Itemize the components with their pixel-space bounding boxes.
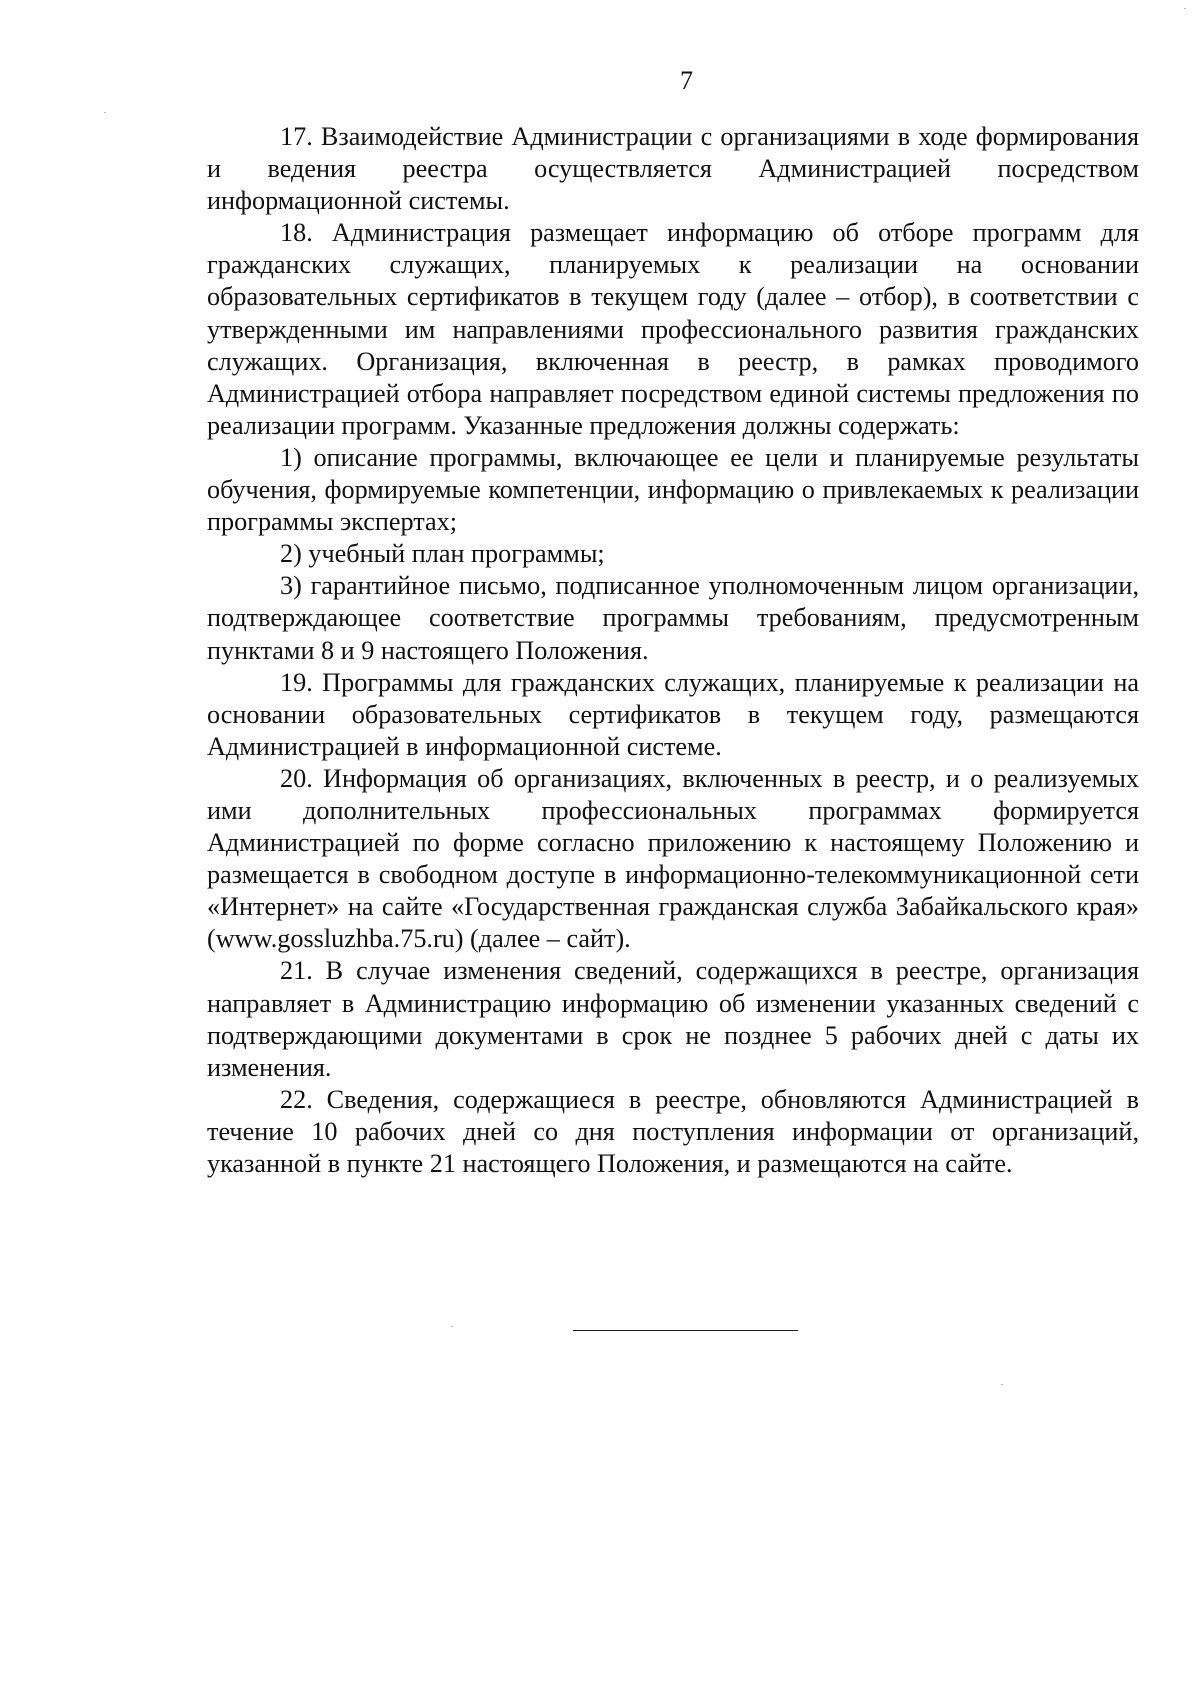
end-of-text-rule: [573, 1330, 798, 1331]
document-body: [207, 121, 1139, 1180]
scan-speck: [104, 112, 106, 113]
list-item-1: 1) описание программы, включающее ее цели и планируемые результаты обучения, формируемые компетенции, информацию о привлекаемых к реализации программы экспертах;: [207, 442, 1139, 537]
list-item-2: 2) учебный план программы;: [280, 539, 605, 569]
scan-speck: [1184, 8, 1186, 9]
scan-speck: [1001, 1384, 1003, 1385]
paragraph-17: 17. Взаимодействие Администрации с организациями в ходе формирования и ведения реестра осуществляется Администрацией посредством информационной системы.: [207, 122, 1139, 216]
list-item-3: 3) гарантийное письмо, подписанное уполномоченным лицом организации, подтверждающее соответствие программы требованиям, предусмотренным пунктами 8 и 9 настоящего Положения.: [207, 571, 1139, 665]
paragraph-22: 22. Сведения, содержащиеся в реестре, обновляются Администрацией в течение 10 рабочих дней со дня поступления информации от организаций, указанной в пункте 21 настоящего Положения, и размещаются на сайте.: [207, 1084, 1139, 1178]
scan-speck: [451, 1326, 453, 1327]
paragraph-18: 18. Администрация размещает информацию об отборе программ для гражданских служащих, планируемых к реализации на основании образовательных сертификатов в текущем году (далее – отбор), в соответствии с утвержденными им направлениями профессионального развития гражданских служащих. Организация, включенная в реестр, в рамках проводимого Администрацией отбора направляет посредством единой системы предложения по реализации программ. Указанные предложения должны содержать:: [207, 218, 1139, 440]
paragraph-19: 19. Программы для гражданских служащих, планируемые к реализации на основании образовательных сертификатов в текущем году, размещаются Администрацией в информационной системе.: [207, 667, 1139, 761]
paragraph-20: 20. Информация об организациях, включенных в реестр, и о реализуемых ими дополнительных профессиональных программах формируется Администрацией по форме согласно приложению к настоящему Положению и размещается в свободном доступе в информационно-телекоммуникационной сети «Интернет» на сайте «Государственная гражданская служба Забайкальского края» (www.gossluzhba.75.ru) (далее – сайт).: [207, 763, 1139, 954]
page-number: 7: [680, 66, 693, 95]
paragraph-21: 21. В случае изменения сведений, содержащихся в реестре, организация направляет в Администрацию информацию об изменении указанных сведений с подтверждающими документами в срок не позднее 5 рабочих дней с даты их изменения.: [207, 956, 1139, 1082]
